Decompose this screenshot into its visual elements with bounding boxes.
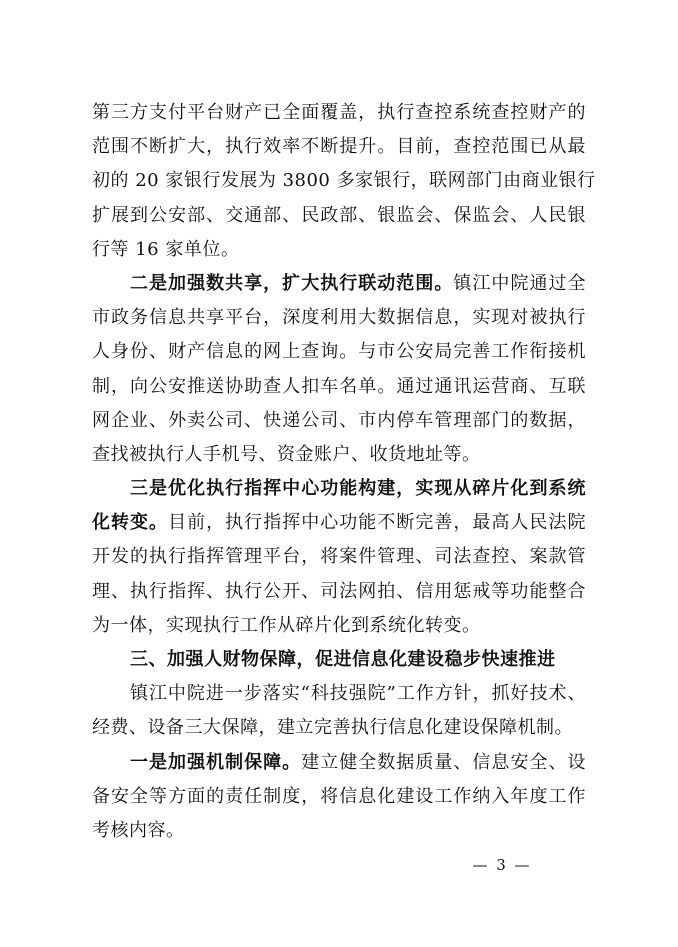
paragraph-2-line-1 [92,267,586,301]
paragraph-1-line-4: 扩展到公安部、交通部、民政部、银监会、保监会、人民银 [92,204,586,226]
paragraph-2-line-3: 人身份、财产信息的网上查询。与市公安局完善工作衔接机 [92,341,586,363]
paragraph-4-line-1: 镇江中院进一步落实“科技强院”工作方针，抓好技术、 [130,683,586,705]
paragraph-5-lead: 一是加强机制保障。 [130,751,302,773]
paragraph-1-line-3: 初的 20 家银行发展为 3800 多家银行，联网部门由商业银行 [92,170,596,192]
paragraph-4-line-2: 经费、设备三大保障，建立完善执行信息化建设保障机制。 [92,717,573,739]
paragraph-5-line-1 [92,746,586,780]
paragraph-3-line-2 [92,506,586,540]
paragraph-1-line-1: 第三方支付平台财产已全面覆盖，执行查控系统查控财产的 [92,102,586,123]
paragraph-3-line-2-text: 目前，执行指挥中心功能不断完善，最高人民法院 [168,512,587,534]
paragraph-2-line-1-text: 镇江中院通过全 [453,272,587,294]
paragraph-2-line-4: 制，向公安推送协助查人扣车名单。通过通讯运营商、互联 [92,375,586,397]
paragraph-3-lead-end: 化转变。 [92,512,169,534]
paragraph-3-line-5: 为一体，实现执行工作从碎片化到系统化转变。 [92,614,481,636]
paragraph-2-line-5: 网企业、外卖公司、快递公司、市内停车管理部门的数据， [92,409,586,431]
paragraph-5-line-2: 备安全等方面的责任制度，将信息化建设工作纳入年度工作 [92,785,586,807]
paragraph-5-line-3: 考核内容。 [92,819,185,841]
page-number: — 3 — [472,856,532,874]
paragraph-2-line-6: 查找被执行人手机号、资金账户、收货地址等。 [92,443,481,465]
paragraph-5-line-1-text: 建立健全数据质量、信息安全、设 [301,751,587,773]
paragraph-3-line-3: 开发的执行指挥管理平台，将案件管理、司法查控、案款管 [92,546,586,568]
paragraph-1-line-2: 范围不断扩大，执行效率不断提升。目前，查控范围已从最 [92,136,586,158]
paragraph-1-line-5: 行等 16 家单位。 [92,238,240,260]
paragraph-2-line-2: 市政务信息共享平台，深度利用大数据信息，实现对被执行 [92,307,586,329]
paragraph-2-lead: 二是加强数共享，扩大执行联动范围。 [130,272,454,294]
paragraph-3-line-1: 三是优化执行指挥中心功能构建，实现从碎片化到系统 [130,478,586,500]
section-3-heading: 三、加强人财物保障，促进信息化建设稳步快速推进 [130,649,556,670]
body-text [92,96,596,848]
paragraph-3-line-4: 理、执行指挥、执行公开、司法网拍、信用惩戒等功能整合 [92,580,586,602]
